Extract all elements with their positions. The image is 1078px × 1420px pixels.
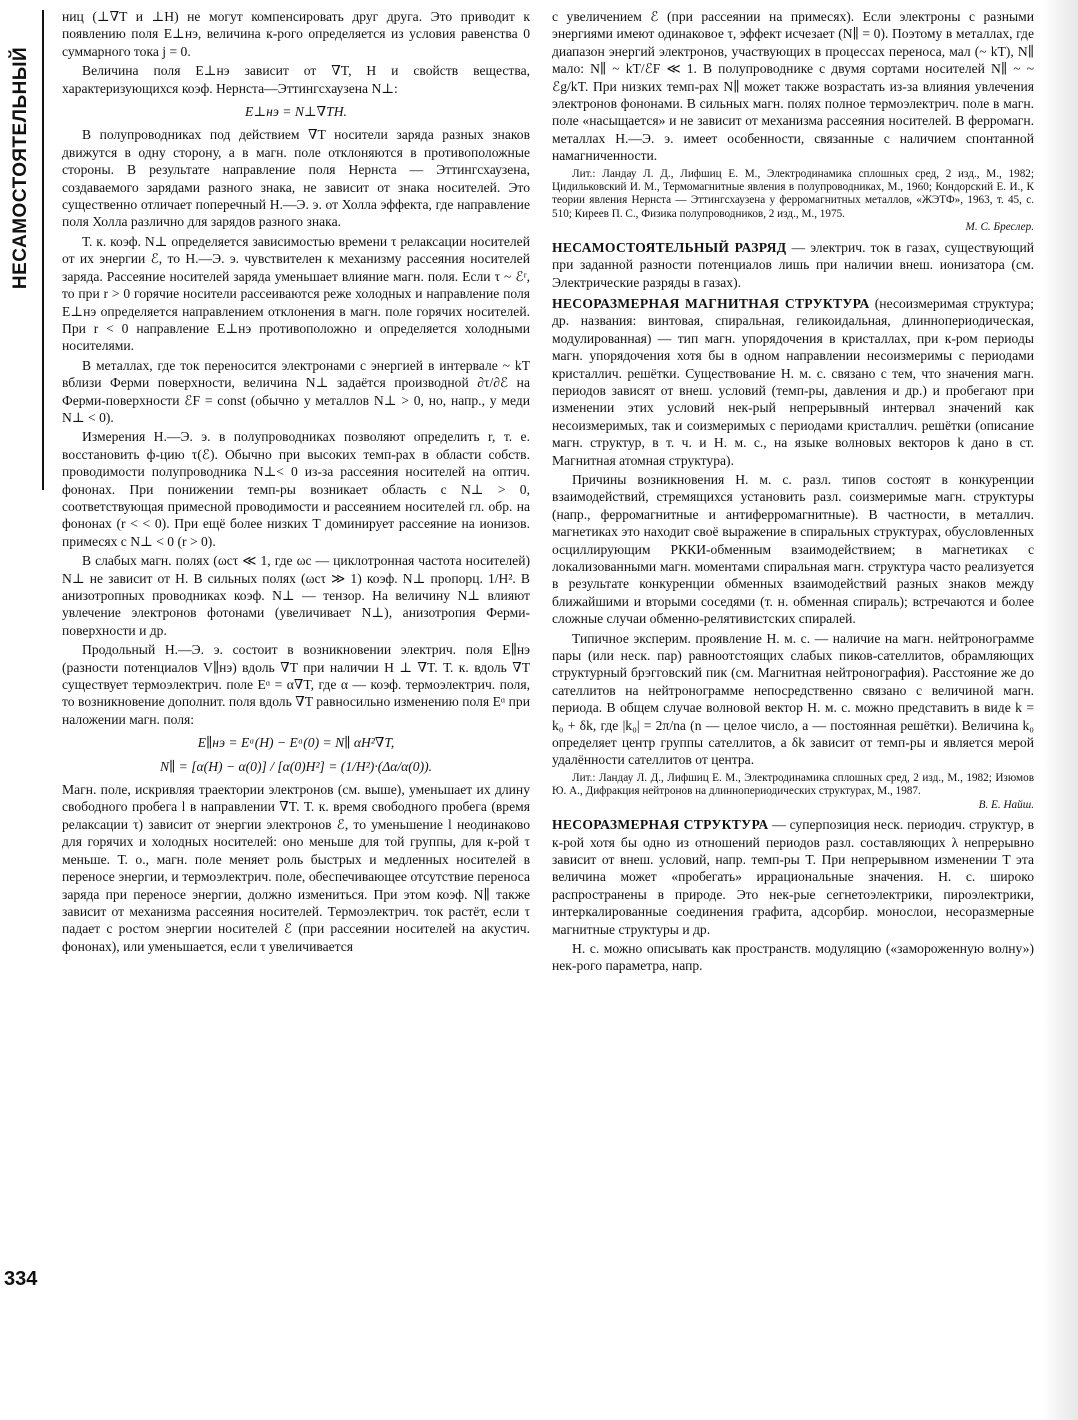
literature-text: Лит.: Ландау Л. Д., Лифшиц Е. М., Электродинамика сплошных сред, 2 изд., М., 1982; Цидильковский И. М., Термомагнитные явления в полупроводниках, М., 1960; Кондорский Е. И., К теории явления Нернста — Эттингсхаузена у ферромагнитных металлов, «ЖЭТФ», 1963, т. 45, с. 510; Киреев П. С., Физика полупроводников, 2 изд., М., 1975. — [552, 167, 1034, 220]
paragraph: Измерения Н.—Э. э. в полупроводниках позволяют определить r, т. е. восстановить ф-цию τ(ℰ). Обычно при высоких темп-рах в области собств. проводимости полупроводника N⊥< 0 из-за рассеяния носителей на оптич. фононах. При понижении темп-ры возникает область с N⊥ > 0, соответствующая примесной проводимости и рассеянием носителей гл. обр. на фононах (r < < 0). При ещё более низких T доминирует рассеяние на ионизов. примесях с N⊥ < 0 (r > 0). — [62, 429, 530, 549]
paragraph: В металлах, где ток переносится электронами с энергией в интервале ~ kT вблизи Ферми поверхности, величина N⊥ задаётся производной ∂τ/∂ℰ на Ферми-поверхности ℰF = const (обычно у металлов N⊥ > 0, но, напр., у меди N⊥ < 0). — [62, 357, 530, 425]
author-signature: М. С. Бреслер. — [965, 221, 1034, 234]
formula: E⊥нэ = N⊥∇TH. — [245, 104, 347, 120]
paragraph: Т. к. коэф. N⊥ определяется зависимостью времени τ релаксации носителей от их энергии ℰ, то Н.—Э. э. чувствителен к механизму рассеяния носителей заряда. Рассеяние носителей заряда уменьшает влияние магн. поля. Если τ ~ ℰʳ, то при r > 0 горячие носители рассеиваются реже холодных и направление поля E⊥нэ определяется направлением отклонения в магн. поле горячих носителей. При r < 0 направление E⊥нэ противоположно и определяется холодными носителями. — [62, 233, 530, 354]
page-edge-shadow — [1042, 0, 1078, 1420]
formula: E∥нэ = Eᵅ(H) − Eᵅ(0) = N∥ αH²∇T, — [197, 735, 395, 751]
paragraph: с увеличением ℰ (при рассеянии на примесях). Если электроны с разными энергиями имеют одинаковое τ, эффект исчезает (N∥ = 0). Поэтому в металлах, где диапазон энергий электронов, участвующих в процессах переноса, мал (~ kT), N∥ мало: N∥ ~ kT/ℰF ≪ 1. В полупроводнике с двумя сортами носителей N∥ ~ ~ ℰg/kT. При низких темп-рах N∥ может также возрастать из-за влияния увлечения электронов фононами. В сильных магн. полях полное термоэлектрич. поле в магн. поле «насыщается» и не зависит от механизма рассеяния носителей. В ферромагн. металлах Н.—Э. э. имеет особенности, связанные с наличием спонтанной намагниченности. — [552, 9, 1034, 164]
paragraph: Величина поля E⊥нэ зависит от ∇T, H и свойств вещества, характеризующихся коэф. Нернста—Эттингсхаузена N⊥: — [62, 63, 530, 96]
running-head-text: НЕСАМОСТОЯТЕЛЬНЫЙ — [10, 46, 31, 290]
paragraph: Продольный Н.—Э. э. состоит в возникновении электрич. поля E∥нэ (разности потенциалов V∥нэ) вдоль ∇T при наличии H ⊥ ∇T. Т. к. вдоль ∇T существует термоэлектрич. поле Eᵅ = α∇T, где α — коэф. термоэлектрич. поля, то возникновение дополнит. поля вдоль ∇T равносильно изменению поля Eᵅ при наложении магн. поля: — [62, 642, 530, 727]
entry-headword: НЕСОРАЗМЕРНАЯ МАГНИТНАЯ СТРУКТУРА — [552, 295, 870, 311]
paragraph: В полупроводниках под действием ∇T носители заряда разных знаков движутся в одну сторону, а в магн. поле отклоняются в противоположные стороны. В результате направление поля Нернста — Эттингсхаузена, создаваемого зарядами разного знака, не зависит от знака носителей. Это существенно отличает поперечный Н.—Э. э. от Холла эффекта, где направление поля Холла различно для зарядов разного знака. — [62, 127, 530, 230]
margin-rule — [42, 10, 44, 490]
entry — [552, 295, 1034, 469]
entry — [552, 239, 1034, 291]
literature-note — [552, 772, 1034, 812]
entry-text: (несоизмеримая структура; др. названия: винтовая, спиральная, геликоидальная, длиннопериодическая, модулированная) — тип магн. упорядочения в кристаллах, при к-ром периоды магн. упорядочения хотя бы в одном направлении несоизмеримы с периодами кристаллич. решётки. Существование Н. м. с. связано с тем, что значения магн. периодов зависят от внеш. условий (темп-ры, давления и др.) и пробегают при изменении этих условий нек-рый непрерывный интервал значений как несоизмеримых, так и соизмеримых с периодами кристаллич. решётки (описание магн. структур, в т. ч. и Н. м. с., на языке волновых векторов k дано в ст. Магнитная атомная структура). — [552, 295, 1034, 468]
entry-headword: НЕСАМОСТОЯТЕЛЬНЫЙ РАЗРЯД — [552, 239, 787, 255]
entry-text: — суперпозиция неск. периодич. структур, в к-рой хотя бы одно из отношений периодов разл. составляющих λ непрерывно зависит от внеш. условий, напр. темп-ры T. При непрерывном изменении T эта величина может «пробегать» иррациональные значения. Н. с. широко распространены в природе. Это нек-рые сегнетоэлектрики, пироэлектрики, интеркалированные соединения графита, адсорбир. монослои, несоразмерные магнитные структуры и др. — [552, 817, 1034, 937]
paragraph: В слабых магн. полях (ωcτ ≪ 1, где ωc — циклотронная частота носителей) N⊥ не зависит от H. В сильных полях (ωcτ ≫ 1) коэф. N⊥ пропорц. 1/H². В анизотропных проводниках коэф. N⊥ — тензор. На величину N⊥ влияют увлечение электронов фотонами (увеличивает N⊥), анизотропия Ферми-поверхности и др. — [62, 553, 530, 638]
page-number: 334 — [4, 1268, 38, 1290]
literature-note — [552, 168, 1034, 235]
paragraph: Н. с. можно описывать как пространств. модуляцию («замороженную волну») нек-рого параметра, напр. — [552, 940, 1034, 974]
entry-headword: НЕСОРАЗМЕРНАЯ СТРУКТУРА — [552, 817, 769, 833]
entry — [552, 816, 1034, 938]
paragraph: ниц (⊥∇T и ⊥H) не могут компенсировать друг друга. Это приводит к появлению поля E⊥нэ, величина к-рого определяется из условия равенства 0 суммарного тока j = 0. — [62, 9, 530, 59]
entry-text: — электрич. ток в газах, существующий при заданной разности потенциалов лишь при наличии внеш. ионизатора (см. Электрические разряды в газах). — [552, 239, 1034, 290]
author-signature: В. Е. Найш. — [978, 798, 1034, 811]
paragraph: Магн. поле, искривляя траектории электронов (см. выше), уменьшает их длину свободного пробега l в направлении ∇T. Т. к. время свободного пробега (время релаксации τ) зависит от энергии электронов ℰ, то уменьшение l неодинаково для горячих и холодных носителей: оно меньше для той группы, для к-рой τ меньше. Т. о., магн. поле меняет роль быстрых и медленных носителей в переносе энергии, и термоэлектрич. поле, обеспечивающее отсутствие переноса заряда при переносе энергии, должно измениться. При этом коэф. N∥ также зависит от механизма рассеяния носителей. Термоэлектрич. ток растёт, если τ падает с ростом энергии носителей ℰ (при рассеянии носителей на акустич. фононах), или уменьшается, если τ увеличивается — [62, 782, 530, 954]
left-column — [62, 8, 530, 957]
right-column — [552, 8, 1034, 977]
formula: N∥ = [α(H) − α(0)] / [α(0)H²] = (1/H²)·(Δα/α(0)). — [159, 758, 433, 774]
paragraph: Причины возникновения Н. м. с. разл. типов состоят в конкуренции взаимодействий, стремящихся установить разл. соизмеримые магн. структуры (напр., ферромагнитные и антиферромагнитные). В частности, в металлич. магнетиках это находит своё выражение в спиральных структурах, обусловленных осциллирующим РККИ-обменным взаимодействием; в магнетиках с локализованными магн. моментами спиральная магн. структура часто реализуется в результате конкуренции обменных взаимодействий разных знаков между ближайшими и вторыми соседями (т. н. обменная спираль); встречаются и более сложные случаи обменно-релятивистских спиралей. — [552, 471, 1034, 627]
running-head — [4, 18, 38, 318]
literature-text: Лит.: Ландау Л. Д., Лифшиц Е. М., Электродинамика сплошных сред, 2 изд., М., 1982; Изюмов Ю. А., Дифракция нейтронов на длиннопериодических структурах, М., 1987. — [552, 771, 1034, 798]
paragraph: Типичное эксперим. проявление Н. м. с. — наличие на магн. нейтронограмме пары (или неск. пар) равноотстоящих слабых пиков-сателлитов, обрамляющих структурный брэгговский пик (см. Магнитная нейтронография). Расстояние же до сателлитов на нейтронограмме непосредственно связано с величиной магн. периода. В общем случае волновой вектор Н. м. с. можно представить в виде k = k₀ + δk, где |k₀| = 2π/na (n — целое число, a — постоянная решётки). Величина k₀ определяет центр группы сателлитов, а δk зависит от темп-ры и является мерой удалённости сателлитов от центра. — [552, 630, 1034, 768]
